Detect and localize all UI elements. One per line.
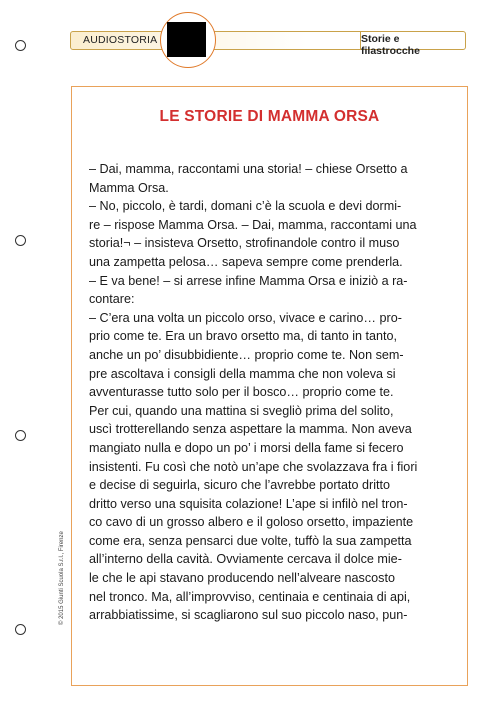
story-line: come era, senza pensarci due volte, tuffò la sua zampetta bbox=[89, 533, 412, 548]
story-line: insistenti. Fu così che notò un’ape che svolazzava fra i fiori bbox=[89, 459, 418, 474]
story-line: co cavo di un grosso albero e il goloso orsetto, impaziente bbox=[89, 515, 414, 530]
story-line: prio come te. Era un bravo orsetto ma, di tanto in tanto, bbox=[89, 329, 398, 344]
story-line: – E va bene! – si arrese infine Mamma Orsa e iniziò a ra- bbox=[89, 273, 408, 288]
story-line: avventurasse tutto solo per il bosco… proprio come te. bbox=[89, 385, 394, 400]
section-label: AUDIOSTORIA bbox=[83, 34, 158, 46]
audio-badge-icon bbox=[167, 22, 206, 57]
story-line: uscì trotterellando senza aspettare la mamma. Non aveva bbox=[89, 422, 412, 437]
binder-hole-1 bbox=[15, 40, 26, 51]
story-title: LE STORIE DI MAMMA ORSA bbox=[159, 108, 380, 125]
story-line: mangiato nulla e dopo un po’ i morsi della fame si fecero bbox=[89, 440, 404, 455]
story-line: re – rispose Mamma Orsa. – Dai, mamma, raccontami una bbox=[89, 217, 417, 232]
story-line: all’interno della cavità. Ovviamente cercava il dolce mie- bbox=[89, 552, 402, 567]
story-line: arrabbiatissime, si scagliarono sul suo piccolo naso, pun- bbox=[89, 608, 408, 623]
story-text bbox=[89, 160, 459, 625]
header-bar bbox=[70, 31, 466, 57]
story-line: nel tronco. Ma, all’improvviso, centinaia e centinaia di api, bbox=[89, 589, 411, 604]
story-line: anche un po’ disubbidiente… proprio come te. Non sem- bbox=[89, 347, 404, 362]
binder-hole-2 bbox=[15, 235, 26, 246]
story-line: storia!¬ – insisteva Orsetto, strofinandole contro il muso bbox=[89, 236, 400, 251]
story-line: pre ascoltava i consigli della mamma che non voleva si bbox=[89, 366, 396, 381]
story-line: contare: bbox=[89, 292, 135, 307]
binder-hole-4 bbox=[15, 624, 26, 635]
story-line: e decise di seguirla, sicuro che l’avrebbe portato dritto bbox=[89, 478, 391, 493]
category-label: Storie e filastrocche bbox=[361, 33, 420, 57]
story-line: una zampetta pelosa… sapeva sempre come prenderla. bbox=[89, 254, 403, 269]
story-line: – No, piccolo, è tardi, domani c’è la scuola e devi dormi- bbox=[89, 199, 402, 214]
story-line: dritto verso una squisita colazione! L’ape si infilò nel tron- bbox=[89, 496, 408, 511]
story-line: le che le api stavano producendo nell’alveare nascosto bbox=[89, 571, 395, 586]
copyright-notice: © 2015 Giunti Scuola S.r.l., Firenze bbox=[59, 531, 65, 625]
story-line: – C’era una volta un piccolo orso, vivace e carino… pro- bbox=[89, 310, 402, 325]
story-line: Per cui, quando una mattina si svegliò prima del solito, bbox=[89, 403, 394, 418]
binder-hole-3 bbox=[15, 430, 26, 441]
category-box bbox=[360, 31, 465, 57]
story-line: Mamma Orsa. bbox=[89, 180, 169, 195]
story-line: – Dai, mamma, raccontami una storia! – chiese Orsetto a bbox=[89, 162, 408, 176]
